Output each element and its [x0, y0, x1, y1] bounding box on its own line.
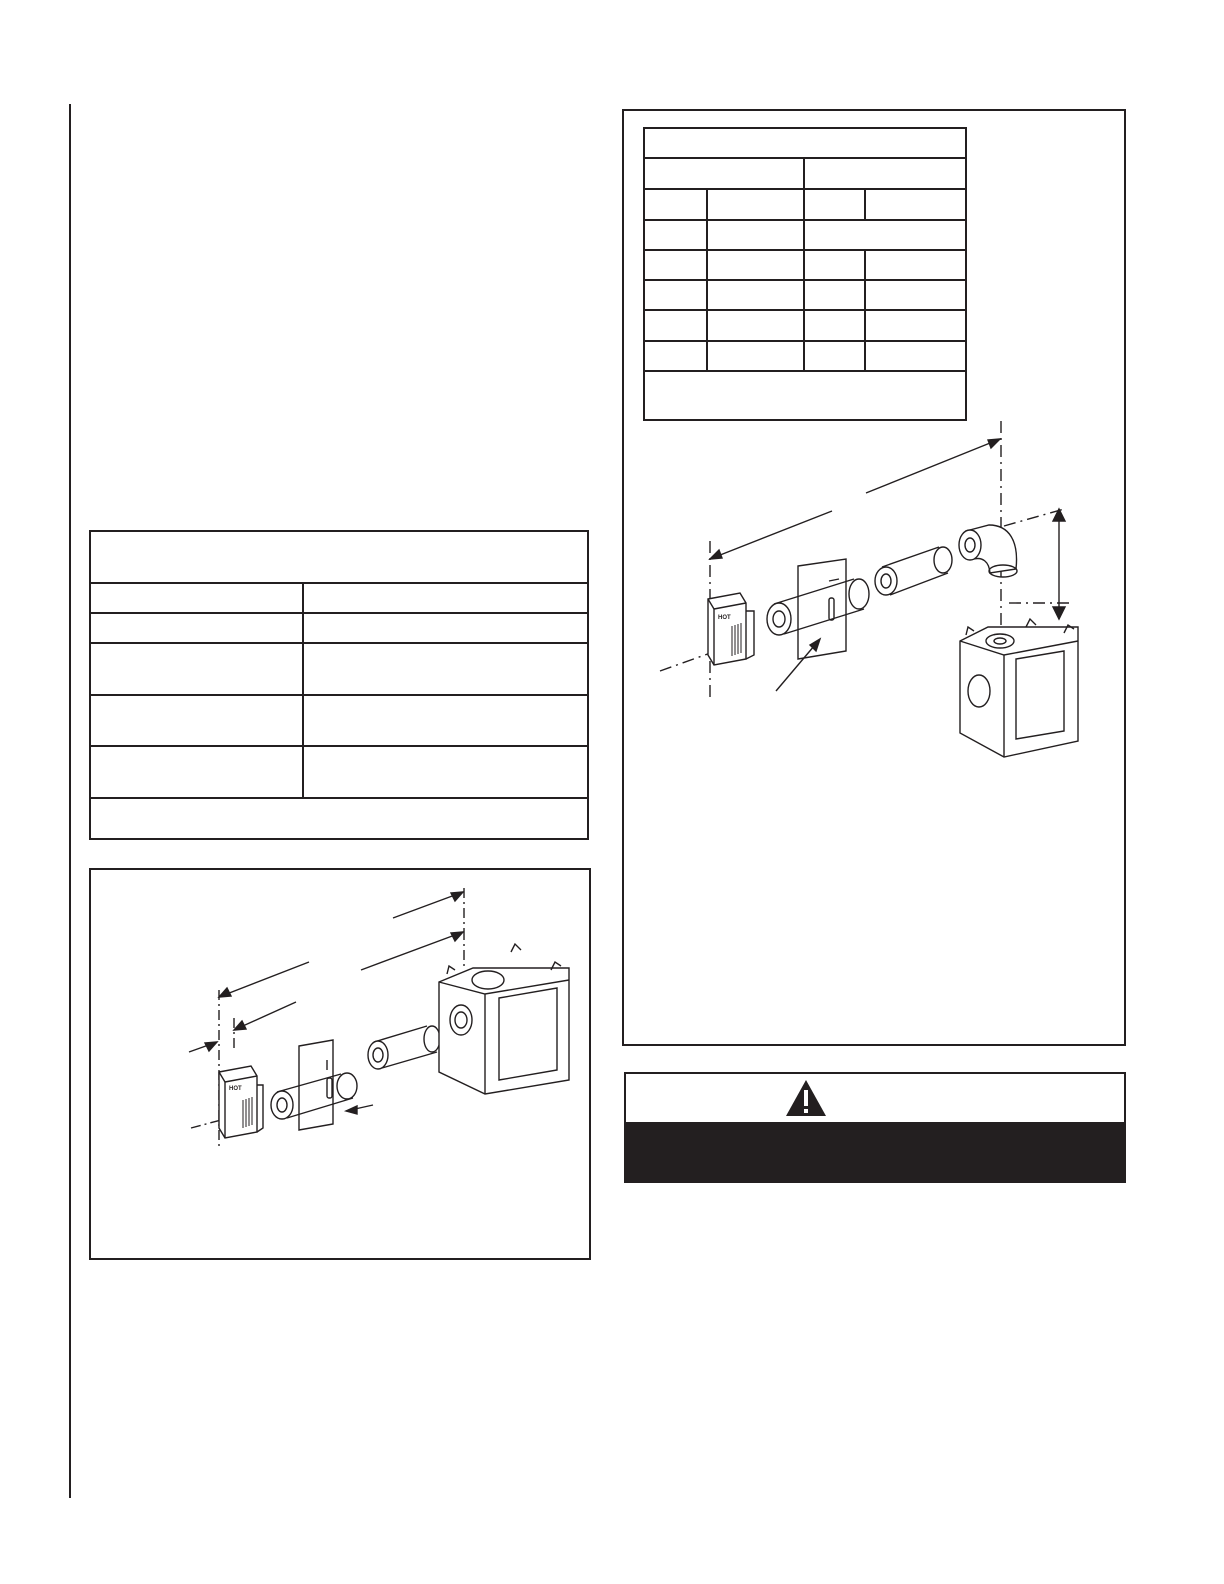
horizontal-vent-diagram — [91, 870, 589, 1258]
hot-label: HOT — [718, 615, 731, 621]
warning-box — [624, 1072, 1126, 1183]
hot-label: HOT — [229, 1086, 242, 1092]
elbow-vent-diagram — [624, 111, 1124, 1044]
warning-band — [626, 1122, 1124, 1181]
figure-elbow-vent — [622, 109, 1126, 1046]
figure-horizontal-vent — [89, 868, 591, 1260]
margin-rule — [69, 104, 71, 1498]
vent-table-left — [89, 530, 589, 840]
warning-triangle-icon — [626, 1074, 1124, 1122]
